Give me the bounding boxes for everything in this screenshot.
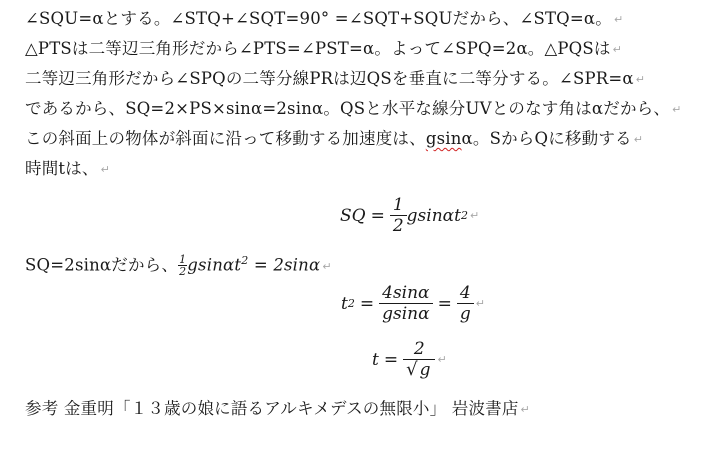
square-root [406,361,432,379]
paragraph-mark-icon: ↵ [612,43,623,56]
spellcheck-flagged-word: gsin [425,129,462,148]
line-text: 二等辺三角形だから∠SPQの二等分線PRは辺QSを垂直に二等分する。∠SPR=α [25,69,634,88]
fraction-four-over-g [457,284,474,323]
equation-lhs: SQ [340,205,366,226]
fraction-one-half [390,196,407,235]
paragraph-mark-icon: ↵ [100,163,111,176]
text-line-6 [25,159,110,180]
equals-sign: = [383,349,399,370]
paragraph-mark-icon: ↵ [437,353,447,366]
fraction-denominator: 2 [179,264,187,278]
line-text: SQ=2sinαだから、 [25,255,179,275]
text-line-8 [25,251,332,277]
fraction-denominator: gsinα [382,304,430,324]
equation-term: gsinαt [187,255,242,275]
text-line-2 [25,39,622,60]
equals-sign: = [437,293,452,314]
line-text: △PTSは二等辺三角形だから∠PTS=∠PST=α。よって∠SPQ=2α。△PQSは [25,39,611,58]
fraction-numerator: 1 [390,196,407,216]
text-line-1 [25,9,623,30]
line-text: であるから、SQ=2×PS×sinα=2sinα。QSと水平な線分UVとのなす角はαだから、 [25,99,671,118]
paragraph-mark-icon: ↵ [672,103,682,116]
radical-sign-icon: √ [406,359,418,380]
equals-sign: = [359,293,375,314]
fraction-numerator: 4 [457,284,474,304]
fraction-sin-ratio [379,284,432,323]
fraction-numerator: 2 [403,340,435,360]
paragraph-mark-icon: ↵ [613,13,624,26]
equals-sign: = [370,205,385,226]
paragraph-mark-icon: ↵ [633,133,644,146]
exponent: 2 [241,254,249,267]
equation-t-squared [341,284,485,323]
line-text: この斜面上の物体が斜面に沿って移動する加速度は、 [25,129,426,148]
fraction-numerator: 1 [179,252,187,266]
equation-sq [340,196,479,235]
fraction-denominator: g [459,304,471,324]
line-text: α。SからQに移動する [461,129,632,148]
fraction-denominator: 2 [392,216,404,236]
fraction-denominator [403,360,435,379]
reference-text: 参考 金重明「１３歳の娘に語るアルキメデスの無限小」 岩波書店 [25,399,519,418]
reference-line [25,399,530,420]
equation-term: gsinαt [406,205,461,226]
inline-fraction [178,254,187,277]
line-text: ∠SQU=αとする。∠STQ+∠SQT=90° =∠SQT+SQUだから、∠STQ=α。 [25,9,612,28]
text-line-5 [25,129,643,150]
equation-lhs: t [341,293,348,314]
exponent: 2 [460,209,468,222]
paragraph-mark-icon: ↵ [322,259,332,273]
exponent: 2 [347,297,355,310]
paragraph-mark-icon: ↵ [475,297,485,310]
radicand: g [419,360,431,380]
paragraph-mark-icon: ↵ [469,209,480,222]
text-line-3 [25,69,645,90]
line-text: 時間tは、 [25,159,99,178]
paragraph-mark-icon: ↵ [635,73,646,86]
text-line-4 [25,99,681,120]
fraction-numerator: 4sinα [379,284,432,304]
equation-rhs: = 2sinα [248,255,321,275]
paragraph-mark-icon: ↵ [520,403,530,416]
equation-lhs: t [372,349,379,370]
fraction-two-over-root-g [403,340,435,379]
equation-t [372,340,447,379]
